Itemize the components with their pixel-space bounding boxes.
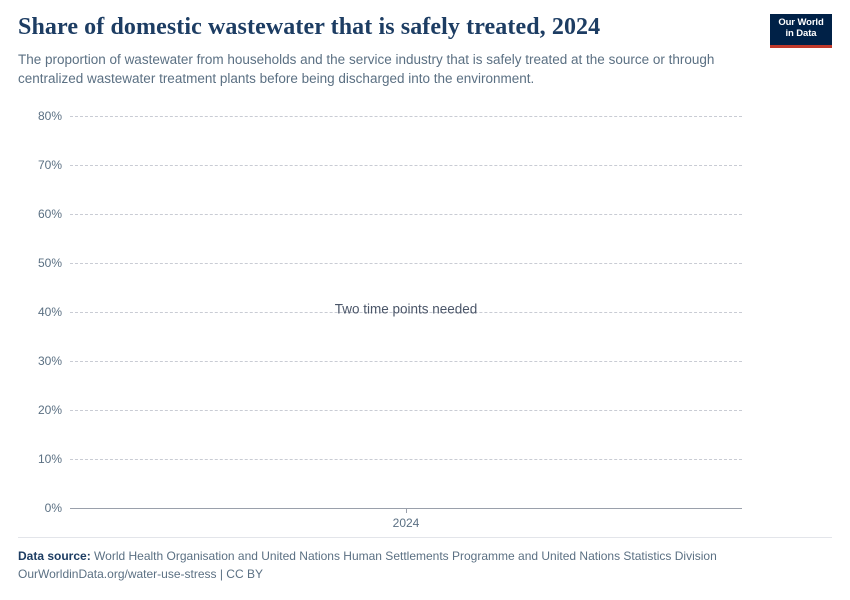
source-link-line [18,565,832,584]
gridline [70,214,742,215]
owid-url-link[interactable]: OurWorldinData.org/water-use-stress | CC BY [18,567,263,582]
page-title: Share of domestic wastewater that is safely treated, 2024 [18,14,601,40]
gridline [70,410,742,411]
gridline [70,165,742,166]
chart-plot-area [18,108,832,532]
y-axis-tick-label: 10% [37,451,62,466]
our-world-in-data-logo[interactable] [770,14,832,48]
gridline [70,116,742,117]
gridline [70,459,742,460]
y-axis-tick-label: 50% [37,255,62,270]
data-source-value: World Health Organisation and United Nations Human Settlements Programme and United Nations Statistics Division [94,548,717,563]
chart-subtitle: The proportion of wastewater from households and the service industry that is safely treated at the source or through centralized wastewater treatment plants before being discharged into the environment. [18,51,715,86]
chart-footer [18,537,832,584]
y-axis-tick-label: 70% [37,157,62,172]
x-axis-tick-label: 2024 [392,515,420,530]
logo-line-1: Our World [778,17,824,28]
chart-header [18,14,832,88]
data-source-line [18,547,832,566]
chart-annotation: Two time points needed [334,301,478,317]
y-axis-tick-label: 80% [37,108,62,123]
x-axis-tick-mark [406,508,407,513]
y-axis-tick-label: 40% [37,304,62,319]
gridline [70,361,742,362]
y-axis-tick-label: 30% [37,353,62,368]
y-axis-tick-label: 0% [44,500,62,515]
chart-canvas [18,108,832,532]
gridline [70,263,742,264]
logo-line-2: in Data [785,27,817,39]
data-source-label: Data source: [18,548,91,563]
y-axis-tick-label: 20% [37,402,62,417]
y-axis-tick-label: 60% [37,206,62,221]
